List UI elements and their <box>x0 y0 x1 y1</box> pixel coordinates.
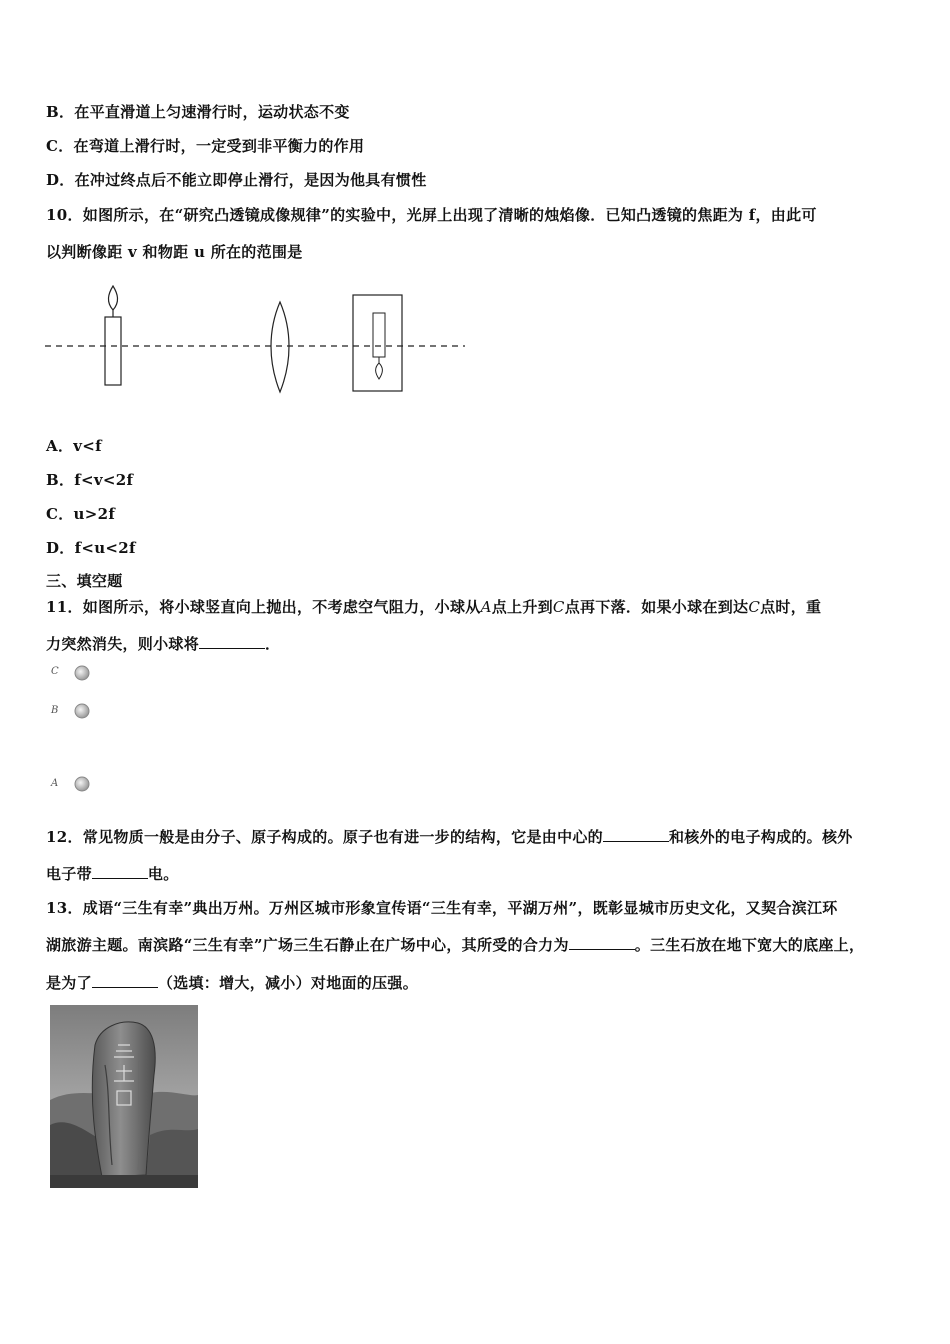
ball-positions-diagram <box>70 662 94 797</box>
q13-answer-blank-2[interactable] <box>92 973 158 988</box>
q13-stem-line1: 13．成语“三生有幸”典出万州。万州区城市形象宣传语“三生有幸，平湖万州”，既彰显城市历史文化，又契合滨江环 <box>46 899 838 917</box>
q13-answer-blank-1[interactable] <box>569 935 635 950</box>
q9-option-c: C．在弯道上滑行时，一定受到非平衡力的作用 <box>46 137 365 155</box>
image-candle <box>373 313 385 357</box>
candle-flame <box>108 286 117 310</box>
q12-stem-line1: 12．常见物质一般是由分子、原子构成的。原子也有进一步的结构，它是由中心的 和核外的电子构成的。核外 <box>46 828 853 846</box>
ball-at-c <box>75 666 89 680</box>
point-label-c: C <box>51 666 59 677</box>
q10-option-c: C．u>2f <box>46 505 116 523</box>
q12-answer-blank-1[interactable] <box>603 827 669 842</box>
point-label-a: A <box>51 778 59 789</box>
q11-stem-line1: 11．如图所示，将小球竖直向上抛出，不考虑空气阻力，小球从A点上升到C点再下落．如果小球在到达C点时，重 <box>46 598 822 616</box>
q13-stem-line3: 是为了 （选填：增大，减小）对地面的压强。 <box>46 974 419 992</box>
q11-answer-blank[interactable] <box>199 634 265 649</box>
ball-at-a <box>75 777 89 791</box>
q10-stem-line2: 以判断像距 v 和物距 u 所在的范围是 <box>46 243 303 261</box>
q9-option-d: D．在冲过终点后不能立即停止滑行，是因为他具有惯性 <box>46 171 427 189</box>
lens-experiment-diagram <box>40 280 470 400</box>
candle <box>105 317 121 385</box>
q10-option-a: A．v<f <box>46 437 102 455</box>
q13-stem-line2: 湖旅游主题。南滨路“三生有幸”广场三生石静止在广场中心，其所受的合力为 。三生石放在地下宽大的底座上， <box>46 936 865 954</box>
q10-option-b: B．f<v<2f <box>46 471 134 489</box>
sansheng-stone-photo <box>50 1005 198 1188</box>
point-label-b: B <box>51 705 59 716</box>
q10-option-d: D．f<u<2f <box>46 539 136 557</box>
image-flame <box>376 363 383 379</box>
q10-stem-line1: 10．如图所示，在“研究凸透镜成像规律”的实验中，光屏上出现了清晰的烛焰像．已知凸透镜的焦距为 f，由此可 <box>46 206 817 224</box>
q9-option-b: B．在平直滑道上匀速滑行时，运动状态不变 <box>46 103 350 121</box>
section-title-fill-blank: 三、填空题 <box>46 572 123 590</box>
q11-stem-line2: 力突然消失，则小球将 ． <box>46 635 281 653</box>
q12-stem-line2: 电子带 电。 <box>46 865 179 883</box>
ball-at-b <box>75 704 89 718</box>
convex-lens <box>271 302 289 392</box>
q12-answer-blank-2[interactable] <box>92 864 148 879</box>
